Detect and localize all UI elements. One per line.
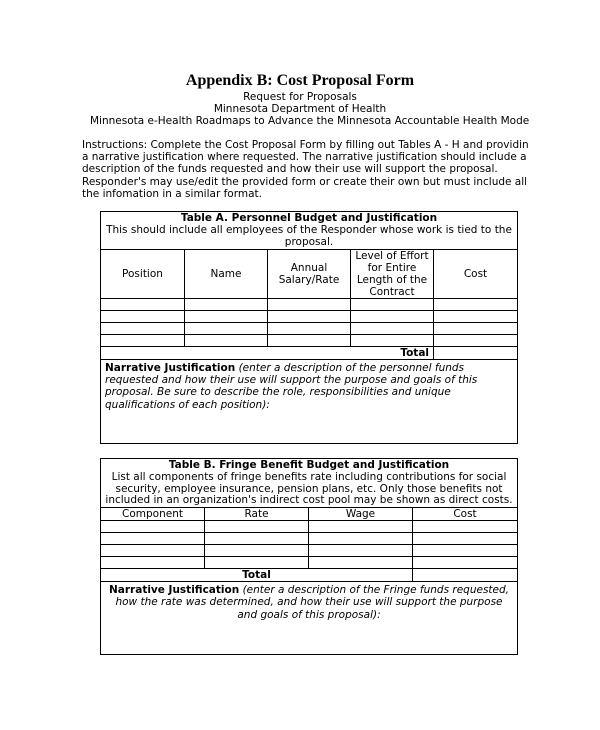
- table-a-title: Table A. Personnel Budget and Justification: [180, 212, 438, 225]
- table-cell[interactable]: [309, 545, 413, 557]
- header-salary-line: Salary/Rate: [278, 274, 340, 286]
- table-cell[interactable]: [185, 311, 268, 323]
- table-cell[interactable]: [434, 299, 518, 311]
- header-cost: Cost: [434, 250, 518, 299]
- narrative-text: (enter a description of the Fringe funds requested,: [242, 584, 509, 597]
- department-line: Minnesota Department of Health: [213, 103, 387, 115]
- narrative-justification-b[interactable]: [101, 582, 518, 655]
- table-cell[interactable]: [268, 299, 351, 311]
- header-effort-line: Length of the: [356, 274, 428, 286]
- table-cell[interactable]: [413, 557, 518, 569]
- table-cell[interactable]: [351, 299, 434, 311]
- instructions-line: description of the funds requested and how their use will support the proposal.: [82, 163, 498, 176]
- total-label: Total: [101, 347, 434, 360]
- table-cell[interactable]: [351, 335, 434, 347]
- instructions-line: Responder's may use/edit the provided form or create their own but must include all: [82, 175, 528, 188]
- table-b-title: Table B. Fringe Benefit Budget and Justification: [168, 459, 450, 471]
- header-cost: Cost: [413, 508, 518, 521]
- narrative-justification-a[interactable]: [101, 360, 518, 444]
- narrative-text: how the rate was determined, and how their use will support the purpose: [115, 596, 503, 609]
- table-cell[interactable]: [101, 545, 205, 557]
- header-effort-line: for Entire: [367, 262, 417, 274]
- narrative-text: and goals of this proposal):: [237, 608, 381, 621]
- header-effort-line: Contract: [369, 286, 415, 298]
- header-rate: Rate: [205, 508, 309, 521]
- table-cell[interactable]: [434, 311, 518, 323]
- instructions-line: the infomation in a similar format.: [82, 187, 262, 200]
- table-cell[interactable]: [101, 299, 185, 311]
- total-cost-cell[interactable]: [434, 347, 518, 360]
- narrative-label: Narrative Justification: [109, 584, 240, 597]
- narrative-text: (enter a description of the personnel funds: [238, 362, 465, 374]
- project-line: Minnesota e-Health Roadmaps to Advance the Minnesota Accountable Health Mode: [90, 115, 530, 127]
- narrative-label: Narrative Justification: [105, 362, 236, 374]
- table-row: [101, 299, 518, 311]
- table-row: [101, 521, 518, 533]
- header-name: Name: [185, 250, 268, 299]
- table-cell[interactable]: [205, 545, 309, 557]
- total-row: [101, 569, 518, 582]
- table-row: [101, 323, 518, 335]
- table-b-subtitle: List all components of fringe benefits rate including contributions for social: [111, 470, 507, 483]
- table-cell[interactable]: [268, 323, 351, 335]
- table-cell[interactable]: [185, 323, 268, 335]
- table-cell[interactable]: [205, 557, 309, 569]
- table-cell[interactable]: [413, 533, 518, 545]
- narrative-text: qualifications of each position):: [105, 398, 270, 411]
- table-b-caption: [101, 459, 518, 508]
- table-b-fringe-benefits: [100, 458, 518, 655]
- total-label: Total: [101, 569, 413, 582]
- table-a-subtitle: This should include all employees of the Responder whose work is tied to the: [106, 224, 512, 237]
- table-b-subtitle: included in an organization's indirect cost pool may be shown as direct costs.: [105, 494, 513, 507]
- table-a-personnel: [100, 211, 518, 444]
- table-cell[interactable]: [101, 335, 185, 347]
- table-cell[interactable]: [185, 335, 268, 347]
- table-a-caption: [101, 212, 518, 250]
- narrative-text: requested and how their use will support the purpose and goals of this: [105, 374, 478, 387]
- table-cell[interactable]: [309, 521, 413, 533]
- table-row: [101, 557, 518, 569]
- header-effort: [351, 250, 434, 299]
- table-cell[interactable]: [309, 557, 413, 569]
- instructions-paragraph: [82, 139, 532, 200]
- table-cell[interactable]: [101, 323, 185, 335]
- rfp-line: Request for Proposals: [243, 91, 357, 103]
- table-cell[interactable]: [101, 521, 205, 533]
- table-cell[interactable]: [205, 521, 309, 533]
- table-cell[interactable]: [351, 323, 434, 335]
- table-cell[interactable]: [101, 311, 185, 323]
- total-row: [101, 347, 518, 360]
- table-cell[interactable]: [268, 335, 351, 347]
- header-salary-line: Annual: [290, 262, 328, 274]
- table-cell[interactable]: [268, 311, 351, 323]
- table-row: [101, 335, 518, 347]
- header-position: Position: [101, 250, 185, 299]
- header-wage: Wage: [309, 508, 413, 521]
- header-component: Component: [101, 508, 205, 521]
- instructions-line: a narrative justification where requested. The narrative justification should include a: [82, 151, 527, 164]
- table-cell[interactable]: [101, 533, 205, 545]
- instructions-line: Instructions: Complete the Cost Proposal Form by filling out Tables A - H and providin: [82, 139, 529, 151]
- table-cell[interactable]: [351, 311, 434, 323]
- table-cell[interactable]: [101, 557, 205, 569]
- table-row: [101, 311, 518, 323]
- total-cost-cell[interactable]: [413, 569, 518, 582]
- table-a-subtitle: proposal.: [284, 235, 334, 248]
- header-salary: [268, 250, 351, 299]
- table-cell[interactable]: [309, 533, 413, 545]
- table-cell[interactable]: [413, 545, 518, 557]
- table-cell[interactable]: [205, 533, 309, 545]
- header-effort-line: Level of Effort: [355, 250, 429, 262]
- table-cell[interactable]: [434, 323, 518, 335]
- form-title: Appendix B: Cost Proposal Form: [185, 72, 415, 89]
- table-cell[interactable]: [434, 335, 518, 347]
- table-cell[interactable]: [413, 521, 518, 533]
- table-row: [101, 545, 518, 557]
- table-b-subtitle: security, employee insurance, pension plans, etc. Only those benefits not: [115, 482, 503, 495]
- table-cell[interactable]: [185, 299, 268, 311]
- table-row: [101, 533, 518, 545]
- narrative-text: proposal. Be sure to describe the role, responsibilities and unique: [105, 386, 451, 399]
